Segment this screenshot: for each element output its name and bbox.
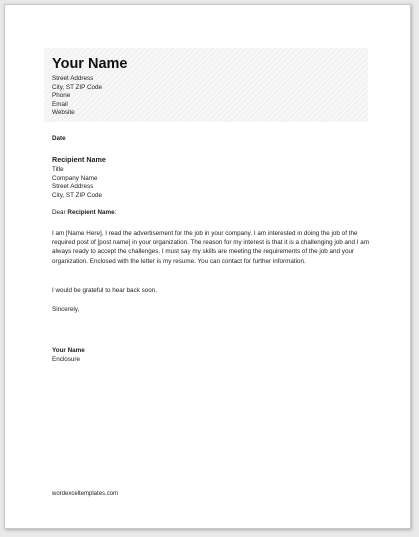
recipient-name: Recipient Name — [52, 155, 106, 164]
recipient-title: Title — [52, 166, 64, 173]
recipient-address-block — [52, 166, 102, 200]
body-paragraph-1: I am [Name Here]. I read the advertisement for the job in your company. I am interested in doing the job of the required post of [post name] in your organization. The reason for my interest is that it is a challenging job and I am always ready to accept the challenges. I must say my skills are meeting the requirements of the job and your organization. Enclosed with the letter is my resume. You can contact for further information. — [52, 230, 369, 265]
salutation-prefix: Dear — [52, 209, 68, 216]
sender-website: Website — [52, 109, 75, 116]
salutation-suffix: : — [114, 209, 117, 216]
sender-name: Your Name — [52, 56, 128, 72]
sender-address-block — [52, 75, 102, 118]
recipient-street: Street Address — [52, 183, 94, 190]
enclosure-label: Enclosure — [52, 356, 81, 363]
sender-email: Email — [52, 100, 68, 108]
date-label: Date — [52, 135, 66, 142]
signature-name: Your Name — [52, 347, 85, 354]
sender-street: Street Address — [52, 75, 94, 82]
recipient-city: City, ST ZIP Code — [52, 191, 103, 199]
salutation — [52, 209, 116, 218]
sender-city: City, ST ZIP Code — [52, 83, 103, 91]
recipient-company: Company Name — [52, 174, 98, 182]
sender-phone: Phone — [52, 92, 71, 99]
footer-website: wordexceltemplates.com — [52, 491, 119, 497]
closing: Sincerely, — [52, 306, 80, 313]
salutation-name: Recipient Name — [67, 209, 115, 216]
body-paragraph-2: I would be grateful to hear back soon. — [52, 287, 158, 294]
